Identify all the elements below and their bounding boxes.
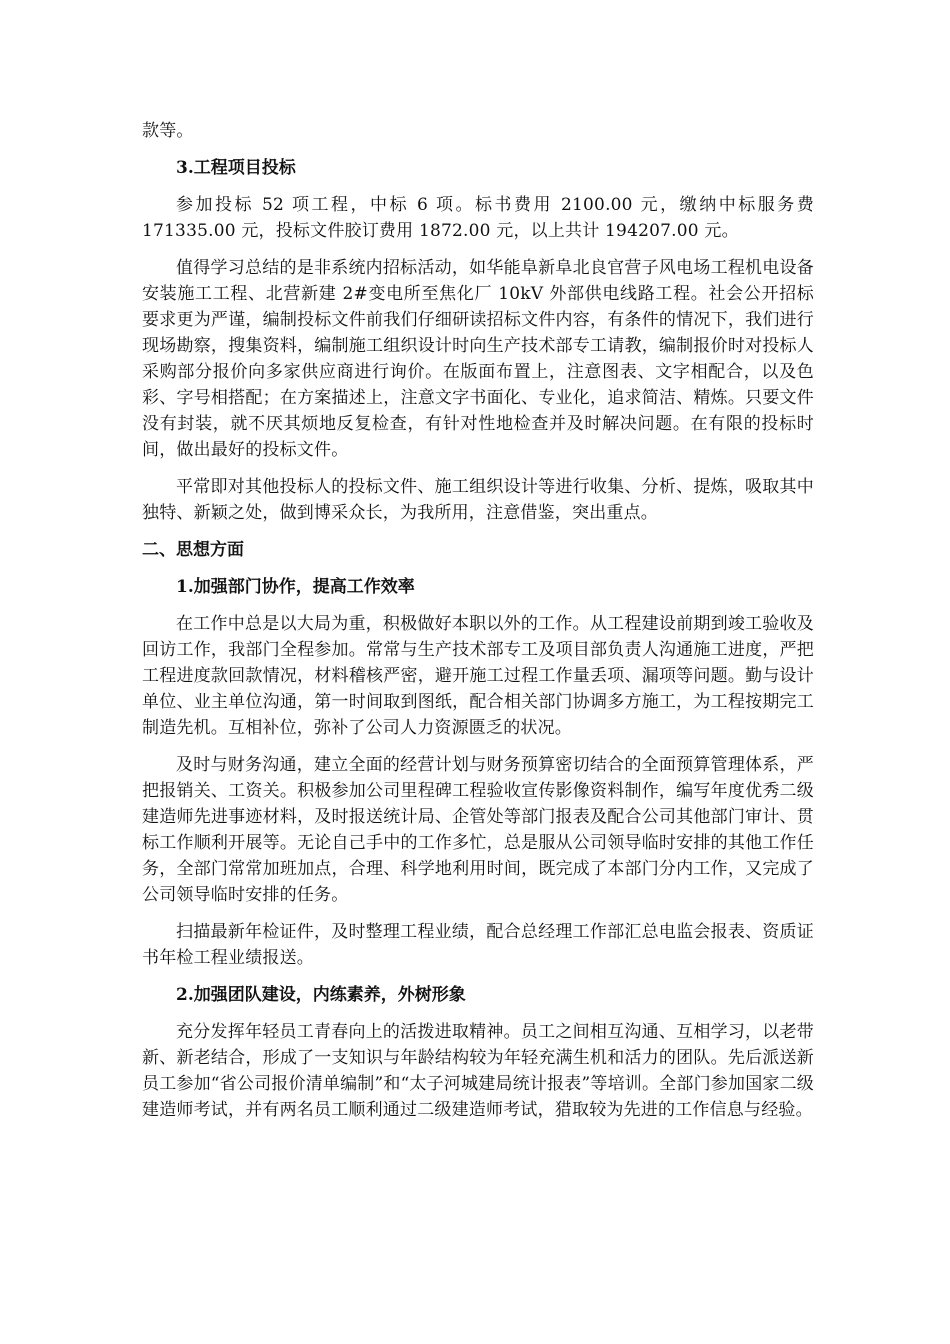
heading-bidding: 3.工程项目投标 [176,158,296,178]
heading-team-building: 2.加强团队建设，内练素养，外树形象 [176,985,466,1005]
paragraph-collaboration-3: 扫描最新年检证件，及时整理工程业绩，配合总经理工作部汇总电监会报表、资质证书年检工程业绩报送。 [142,922,814,968]
paragraph-continuation: 款等。 [142,121,194,141]
heading-thinking: 二、思想方面 [142,540,244,560]
paragraph-bidding-summary: 参加投标 52 项工程，中标 6 项。标书费用 2100.00 元，缴纳中标服务费 171335.00 元，投标文件胶订费用 1872.00 元，以上共计 194207.00 元。 [142,195,814,241]
document-body [142,118,814,1134]
paragraph-team-building: 充分发挥年轻员工青春向上的活拨进取精神。员工之间相互沟通、互相学习，以老带新、新老结合，形成了一支知识与年龄结构较为年轻充满生机和活力的团队。先后派送新员工参加“省公司报价清单编制”和“太子河城建局统计报表”等培训。全部门参加国家二级建造师考试，并有两名员工顺利通过二级建造师考试，猎取较为先进的工作信息与经验。 [142,1022,814,1120]
paragraph-collaboration-2: 及时与财务沟通，建立全面的经营计划与财务预算密切结合的全面预算管理体系，严把报销关、工资关。积极参加公司里程碑工程验收宣传影像资料制作，编写年度优秀二级建造师先进事迹材料，及时报送统计局、企管处等部门报表及配合公司其他部门审计、贯标工作顺利开展等。无论自己手中的工作多忙，总是服从公司领导临时安排的其他工作任务，全部门常常加班加点，合理、科学地利用时间，既完成了本部门分内工作，又完成了公司领导临时安排的任务。 [142,755,814,905]
paragraph-bidding-learning: 平常即对其他投标人的投标文件、施工组织设计等进行收集、分析、提炼，吸取其中独特、新颖之处，做到博采众长，为我所用，注意借鉴，突出重点。 [142,477,814,523]
paragraph-collaboration-1: 在工作中总是以大局为重，积极做好本职以外的工作。从工程建设前期到竣工验收及回访工作，我部门全程参加。常常与生产技术部专工及项目部负责人沟通施工进度，严把工程进度款回款情况，材料稽核严密，避开施工过程工作量丢项、漏项等问题。勤与设计单位、业主单位沟通，第一时间取到图纸，配合相关部门协调多方施工，为工程按期完工制造先机。互相补位，弥补了公司人力资源匮乏的状况。 [142,614,814,738]
heading-collaboration: 1.加强部门协作，提高工作效率 [176,577,415,597]
paragraph-bidding-lessons: 值得学习总结的是非系统内招标活动，如华能阜新阜北良官营子风电场工程机电设备安装施工工程、北营新建 2#变电所至焦化厂 10kV 外部供电线路工程。社会公开招标要求更为严谨，编制投标文件前我们仔细研读招标文件内容，有条件的情况下，我们进行现场勘察，搜集资料，编制施工组织设计时向生产技术部专工请教，编制报价时对投标人采购部分报价向多家供应商进行询价。在版面布置上，注意图表、文字相配合，以及色彩、字号相搭配；在方案描述上，注意文字书面化、专业化，追求简洁、精炼。只要文件没有封装，就不厌其烦地反复检查，有针对性地检查并及时解决问题。在有限的投标时间，做出最好的投标文件。 [142,258,814,460]
